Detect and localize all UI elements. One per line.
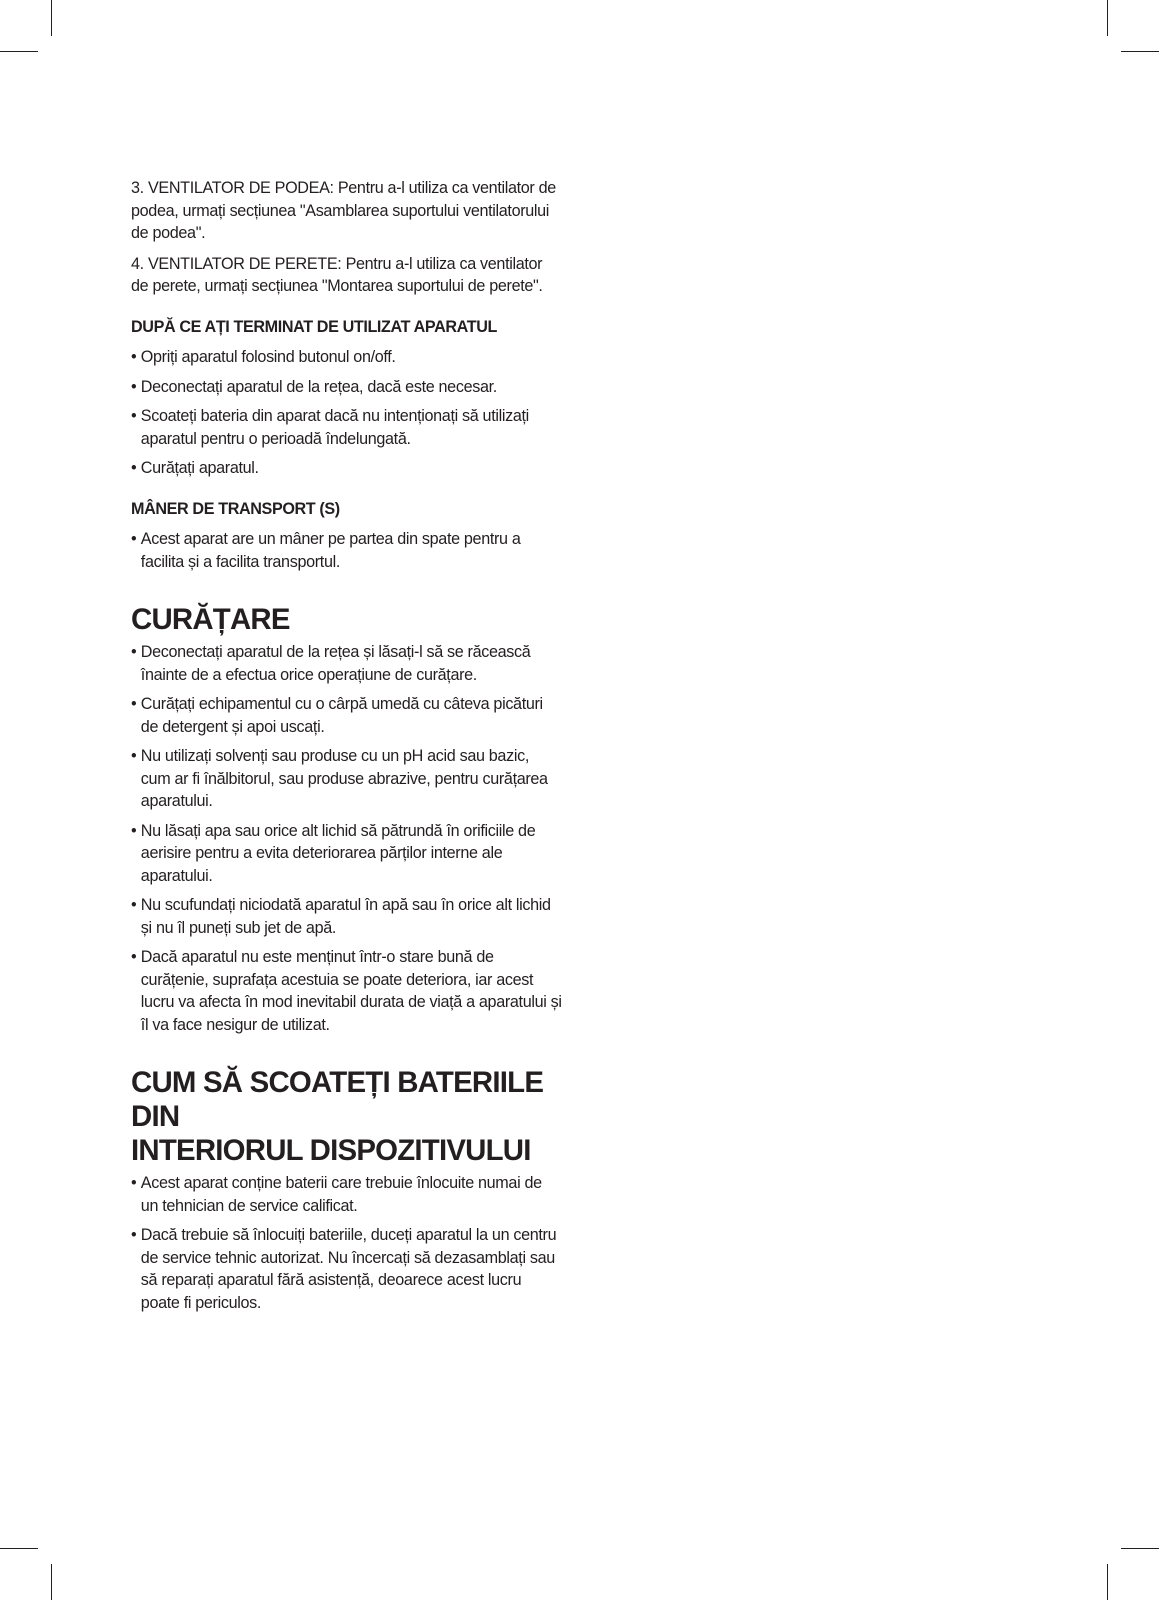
bullet-icon: • <box>131 377 137 396</box>
list-item: • Deconectați aparatul de la rețea și lăsați-l să se răcească înainte de a efectua orice operațiune de curățare. <box>131 643 531 684</box>
after-use-heading: DUPĂ CE AȚI TERMINAT DE UTILIZAT APARATUL <box>131 317 497 336</box>
bullet-icon: • <box>131 948 137 966</box>
list-item: • Nu utilizați solvenți sau produse cu un pH acid sau bazic, cum ar fi înălbitorul, sau produse abrazive, pentru curățarea aparatului. <box>131 747 548 810</box>
list-item: • Curățați echipamentul cu o cârpă umedă cu câteva picături de detergent și apoi uscați. <box>131 695 543 736</box>
crop-mark-top-right-horizontal <box>1121 51 1159 52</box>
bullet-icon: • <box>131 643 137 661</box>
list-item: • Scoateți bateria din aparat dacă nu intenționați să utilizați aparatul pentru o perioadă îndelungată. <box>131 407 529 448</box>
bullet-icon: • <box>131 348 137 366</box>
list-item: • Acest aparat conține baterii care trebuie înlocuite numai de un tehnician de service calificat. <box>131 1174 542 1215</box>
list-item: • Dacă aparatul nu este menținut într-o stare bună de curățenie, suprafața acestuia se poate deteriora, iar acest lucru va afecta în mod inevitabil durata de viață a aparatului și îl va face nesigur de utilizat. <box>131 948 562 1034</box>
bullet-icon: • <box>131 821 137 840</box>
crop-mark-bottom-right-horizontal <box>1121 1548 1159 1549</box>
list-item: • Nu scufundați niciodată aparatul în apă sau în orice alt lichid și nu îl puneți sub jet de apă. <box>131 896 551 937</box>
crop-mark-top-right-vertical <box>1107 0 1108 36</box>
crop-mark-top-left-vertical <box>51 0 52 36</box>
list-item: • Opriți aparatul folosind butonul on/off. <box>131 346 562 369</box>
bullet-icon: • <box>131 1226 137 1244</box>
bullet-icon: • <box>131 896 137 914</box>
bullet-icon: • <box>131 1174 137 1192</box>
list-item: • Acest aparat are un mâner pe partea din spate pentru a facilita și a facilita transportul. <box>131 530 521 571</box>
list-item: • Deconectați aparatul de la rețea, dacă este necesar. <box>131 376 562 399</box>
floor-fan-paragraph: 3. VENTILATOR DE PODEA: Pentru a-l utiliza ca ventilator de podea, urmați secțiunea "Asamblarea suportului ventilatorului de podea". <box>131 179 556 242</box>
text-column <box>131 177 562 1321</box>
wall-fan-paragraph: 4. VENTILATOR DE PERETE: Pentru a-l utiliza ca ventilator de perete, urmați secțiunea "Montarea suportului de perete". <box>131 254 543 295</box>
cleaning-heading: CURĂȚARE <box>131 603 290 636</box>
bullet-icon: • <box>131 530 137 548</box>
crop-mark-bottom-left-horizontal <box>0 1548 38 1549</box>
bullet-icon: • <box>131 695 137 713</box>
crop-mark-bottom-left-vertical <box>51 1564 52 1600</box>
batteries-heading-line1: CUM SĂ SCOATEȚI BATERIILE DIN <box>131 1066 544 1133</box>
crop-mark-bottom-right-vertical <box>1107 1564 1108 1600</box>
list-item: • Dacă trebuie să înlocuiți bateriile, duceți aparatul la un centru de service tehnic autorizat. Nu încercați să dezasamblați sau să reparați aparatul fără asistență, deoarece acest lucru poate fi periculos. <box>131 1226 557 1312</box>
bullet-icon: • <box>131 459 137 477</box>
bullet-icon: • <box>131 407 137 425</box>
bullet-icon: • <box>131 747 137 765</box>
list-item: • Nu lăsați apa sau orice alt lichid să pătrundă în orificiile de aerisire pentru a evita deteriorarea părților interne ale aparatului. <box>131 821 536 885</box>
batteries-heading-line2: INTERIORUL DISPOZITIVULUI <box>131 1134 531 1167</box>
list-item: • Curățați aparatul. <box>131 457 562 480</box>
carry-handle-heading: MÂNER DE TRANSPORT (S) <box>131 499 340 518</box>
batteries-heading <box>131 1066 562 1168</box>
crop-mark-top-left-horizontal <box>0 51 38 52</box>
